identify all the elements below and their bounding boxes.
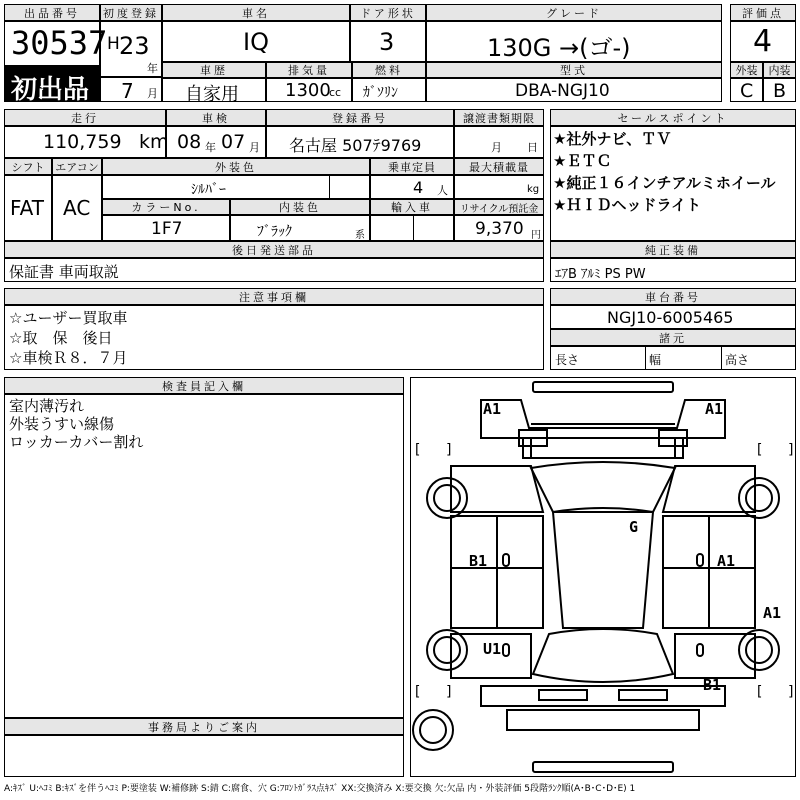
inspector-cell [4, 394, 404, 718]
interior-color-cell [230, 215, 370, 241]
displacement-unit: cc [329, 86, 342, 99]
sales-points-label: セールスポイント [550, 109, 796, 126]
registration-year: 23 [119, 32, 150, 60]
damage-label-right-rear-panel: A1 [763, 604, 782, 622]
cautions-cell [4, 305, 544, 370]
chassis-cell [550, 305, 796, 329]
capacity-unit: 人 [437, 184, 448, 197]
capacity-cell [370, 175, 454, 199]
inspector-note: ロッカーカバー割れ [9, 433, 144, 451]
score-label: 評価点 [730, 4, 796, 21]
standard-equipment-label: 純正装備 [550, 241, 796, 258]
interior-color-value: ﾌﾞﾗｯｸ [257, 224, 292, 240]
divider [329, 175, 330, 199]
length-label: 長さ [555, 353, 580, 367]
history-value: 自家用 [185, 84, 239, 105]
width-label: 幅 [649, 353, 662, 367]
exterior-color-cell [102, 175, 370, 199]
mileage-label: 走行 [4, 109, 166, 126]
chassis-label: 車台番号 [550, 288, 796, 305]
capacity-value: 4 [413, 178, 424, 197]
model-code-cell [426, 78, 722, 102]
color-no-cell [102, 215, 230, 241]
capacity-label: 乗車定員 [370, 158, 454, 175]
standard-equipment-cell [550, 258, 796, 282]
color-no-label: カラーNo. [102, 199, 230, 215]
interior-grade-value: B [773, 80, 787, 102]
first-listing-text: 初出品 [11, 75, 90, 105]
inspection-year-unit: 年 [205, 141, 216, 154]
registration-month: 7 [121, 79, 134, 103]
recycle-cell [454, 215, 544, 241]
cautions-label: 注意事項欄 [4, 288, 544, 305]
deadline-month-unit: 月 [491, 141, 502, 154]
displacement-label: 排気量 [266, 62, 352, 78]
car-name-label: 車名 [162, 4, 350, 21]
shift-cell [4, 175, 52, 241]
divider [413, 215, 414, 241]
shift-label: シフト [4, 158, 52, 175]
recycle-label: リサイクル預託金 [454, 199, 544, 215]
svg-text:]: ] [445, 442, 454, 458]
max-load-unit: kg [527, 184, 540, 195]
history-cell [162, 78, 266, 105]
inspector-note: 外装うすい線傷 [9, 415, 115, 433]
inspection-month-unit: 月 [249, 141, 260, 154]
svg-text:[: [ [755, 684, 764, 700]
transfer-deadline-cell [454, 126, 544, 158]
max-load-label: 最大積載量 [454, 158, 544, 175]
interior-color-suffix: 系 [355, 230, 365, 241]
svg-text:]: ] [787, 684, 795, 700]
inspection-label: 車検 [166, 109, 266, 126]
sales-point-item: ★社外ナビ、ＴＶ [553, 130, 672, 148]
svg-text:]: ] [787, 442, 795, 458]
standard-equipment-value: ｴｱB ｱﾙﾐ PS PW [555, 267, 646, 282]
deadline-day-unit: 日 [527, 141, 538, 154]
doors-cell [350, 21, 426, 62]
aircon-value: AC [63, 196, 91, 220]
aircon-label: エアコン [52, 158, 102, 175]
mileage-cell [4, 126, 169, 158]
inspection-month: 07 [221, 131, 246, 153]
score-cell [730, 21, 796, 62]
damage-label-right-door: A1 [717, 552, 736, 570]
damage-label-front-left: A1 [483, 400, 502, 418]
mileage-unit: km [139, 131, 169, 153]
deferred-parts-value: 保証書 車両取説 [9, 263, 119, 281]
interior-grade-label: 内装 [763, 62, 796, 78]
car-name-cell [162, 21, 350, 62]
displacement-cell [266, 78, 352, 102]
sales-point-item: ★ＥＴＣ [553, 152, 612, 170]
registration-number: 名古屋 507ﾃ9769 [289, 136, 422, 155]
score-value: 4 [753, 24, 773, 59]
interior-grade-cell [763, 78, 796, 102]
divider [721, 346, 722, 370]
mileage-value: 110,759 [43, 131, 122, 153]
caution-item: ☆取 保 後日 [9, 329, 113, 347]
chassis-value: NGJ10-6005465 [607, 308, 734, 327]
inspection-year: 08 [177, 131, 202, 153]
deferred-parts-label: 後日発送部品 [4, 241, 544, 258]
damage-label-right-rear: B1 [703, 676, 722, 694]
recycle-value: 9,370 [475, 219, 524, 239]
caution-item: ☆車検Ｒ８．７月 [9, 349, 128, 367]
car-diagram-svg [411, 378, 795, 776]
grade-value: 130G →(ゴ-) [487, 34, 631, 62]
exterior-color-label: 外装色 [102, 158, 370, 175]
interior-color-label: 内装色 [230, 199, 370, 215]
history-label: 車歴 [162, 62, 266, 78]
damage-diagram [410, 377, 796, 777]
doors-value: 3 [379, 28, 395, 56]
month-unit: 月 [147, 87, 158, 100]
inspector-note: 室内薄汚れ [9, 397, 85, 415]
registration-number-cell [266, 126, 454, 158]
car-name: IQ [243, 28, 269, 56]
svg-text:[: [ [413, 442, 422, 458]
recycle-unit: 円 [531, 230, 541, 241]
svg-text:[: [ [413, 684, 422, 700]
dimensions-cell [550, 346, 796, 370]
deferred-parts-cell [4, 258, 544, 282]
fuel-value: ｶﾞｿﾘﾝ [363, 85, 398, 101]
inspection-cell [166, 126, 266, 158]
doors-label: ドア形状 [350, 4, 426, 21]
legend: A:ｷｽﾞ U:ﾍｺﾐ B:ｷｽﾞを伴うﾍｺﾐ P:要塗装 W:補修跡 S:錆 C:腐食、穴 G:ﾌﾛﾝﾄｶﾞﾗｽ点ｷｽﾞ XX:交換済み X:要交換 欠:欠品 内・外装評価 5段階ﾗﾝｸ順(A･B･C･D･E) 1 [4, 784, 636, 794]
grade-cell [426, 21, 722, 62]
sales-points-cell [550, 126, 796, 241]
import-cell [370, 215, 454, 241]
era: H [107, 34, 120, 54]
damage-label-left-rear: U1 [483, 640, 502, 658]
office-cell [4, 735, 404, 777]
registration-number-label: 登録番号 [266, 109, 454, 126]
max-load-cell [454, 175, 544, 199]
divider [645, 346, 646, 370]
exterior-grade-label: 外装 [730, 62, 763, 78]
fuel-label: 燃料 [352, 62, 426, 78]
svg-text:]: ] [445, 684, 454, 700]
lot-label: 出品番号 [4, 4, 100, 21]
caution-item: ☆ユーザー買取車 [9, 309, 128, 327]
exterior-color-value: ｼﾙﾊﾞｰ [191, 182, 226, 198]
dimensions-label: 諸元 [550, 329, 796, 346]
svg-text:[: [ [755, 442, 764, 458]
lot-number: 30537 [11, 24, 108, 62]
fuel-cell [352, 78, 426, 102]
grade-label: グレード [426, 4, 722, 21]
damage-label-glass: G [629, 518, 639, 536]
damage-label-left-door: B1 [469, 552, 488, 570]
damage-label-front-right: A1 [705, 400, 724, 418]
year-unit: 年 [147, 62, 158, 75]
first-registration-month-cell [100, 77, 162, 102]
exterior-grade-cell [730, 78, 763, 102]
inspector-label: 検査員記入欄 [4, 377, 404, 394]
office-label: 事務局よりご案内 [4, 718, 404, 735]
shift-value: FAT [10, 196, 45, 220]
model-code-label: 型式 [426, 62, 722, 78]
first-registration-year-cell [100, 21, 162, 77]
transfer-deadline-label: 譲渡書類期限 [454, 109, 544, 126]
sales-point-item: ★純正１６インチアルミホイール [553, 174, 776, 192]
import-label: 輸入車 [370, 199, 454, 215]
color-no-value: 1F7 [151, 219, 183, 239]
lot-number-cell [4, 21, 108, 66]
aircon-cell [52, 175, 102, 241]
exterior-grade-value: C [740, 80, 754, 102]
sales-point-item: ★ＨＩＤヘッドライト [553, 196, 701, 214]
displacement-value: 1300 [285, 80, 331, 101]
model-code-value: DBA-NGJ10 [515, 81, 610, 101]
first-listing-badge [4, 66, 100, 105]
height-label: 高さ [725, 353, 750, 367]
first-registration-label: 初度登録 [100, 4, 162, 21]
